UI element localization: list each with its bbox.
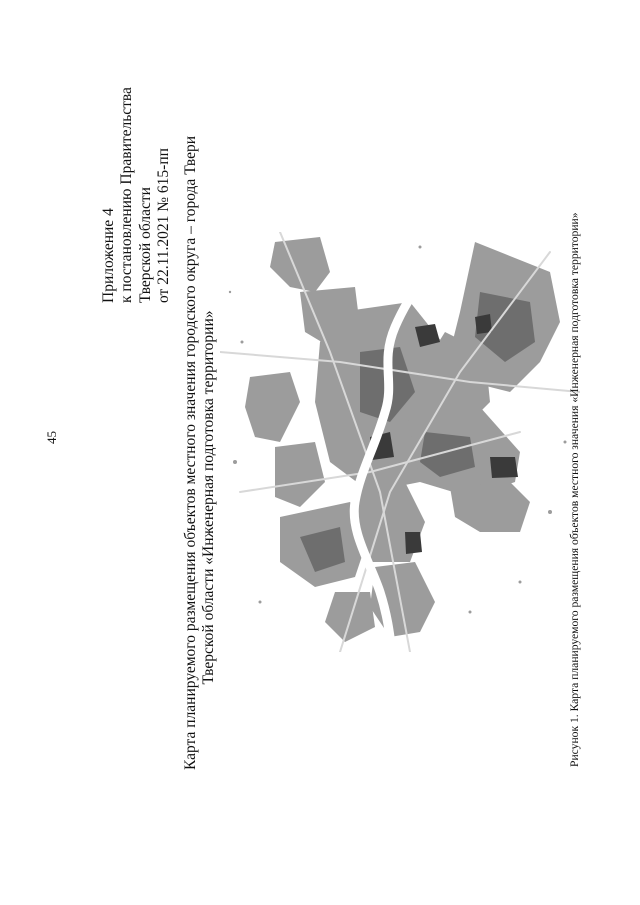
map-title-line-2: Тверской области «Инженерная подготовка территории» [200,310,218,685]
figure-caption: Рисунок 1. Карта планируемого размещения объектов местного значения «Инженерная подготовка территории» [568,212,581,767]
appendix-line-1: Приложение 4 [100,208,117,303]
appendix-line-4: от 22.11.2021 № 615-пп [155,148,173,303]
page-number: 45 [44,431,59,444]
city-map [220,232,580,652]
appendix-header [100,87,174,303]
appendix-line-3: Тверской области [136,187,154,303]
city-built-area [245,237,560,642]
appendix-line-2: к постановлению Правительства [118,87,136,303]
map-title-line-1: Карта планируемого размещения объектов местного значения городского округа – города Твери [182,135,199,770]
map-title [182,135,218,770]
